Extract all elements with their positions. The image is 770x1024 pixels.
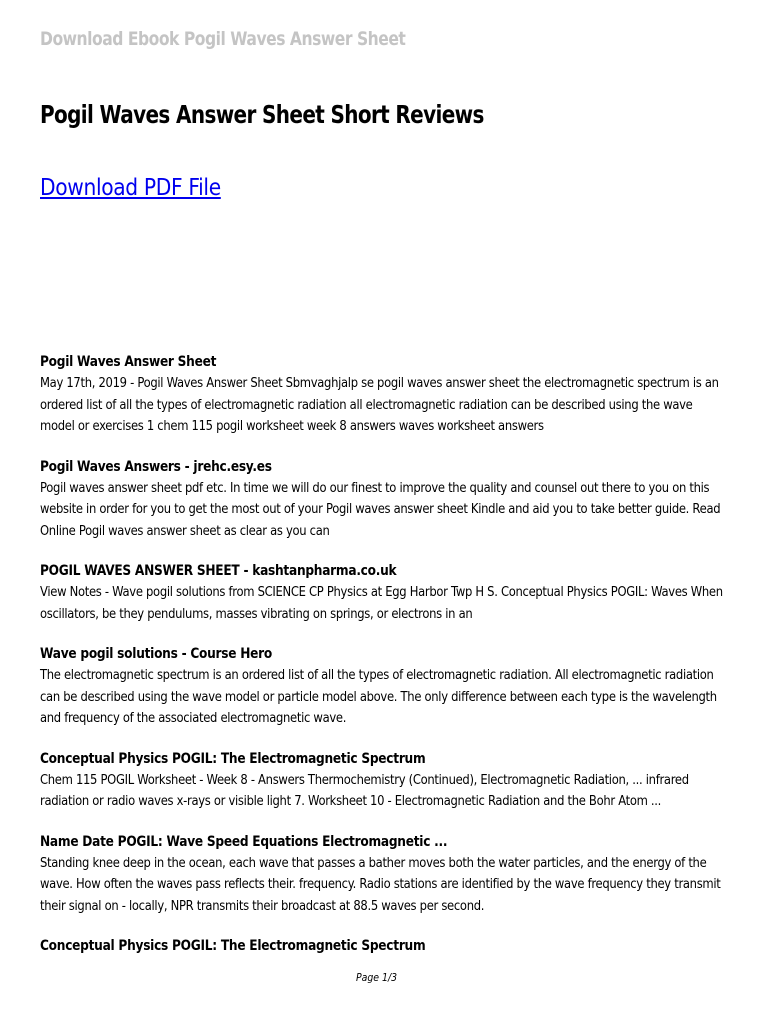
entry-heading: Conceptual Physics POGIL: The Electromagnetic Spectrum <box>40 750 426 767</box>
entry-heading: Pogil Waves Answers - jrehc.esy.es <box>40 458 272 475</box>
list-item <box>40 936 729 957</box>
page-title: Pogil Waves Answer Sheet Short Reviews <box>40 100 484 129</box>
entry-body: May 17th, 2019 - Pogil Waves Answer Sheet Sbmvaghjalp se pogil waves answer sheet the electromagnetic spectrum is an ordered list of all the types of electromagnetic radiation all electromagnetic radiation can be described using the wave model or exercises 1 chem 115 pogil worksheet week 8 answers waves worksheet answers <box>40 376 719 434</box>
entry-heading: Wave pogil solutions - Course Hero <box>40 646 273 662</box>
entry-heading: Conceptual Physics POGIL: The Electromagnetic Spectrum <box>40 938 426 954</box>
page-number: Page 1/3 <box>356 971 398 984</box>
entry-body: Chem 115 POGIL Worksheet - Week 8 - Answers Thermochemistry (Continued), Electromagnetic Radiation, ... infrared radiation or radio waves x-rays or visible light 7. Worksheet 10 - Electromagnetic Radiation and the Bohr Atom ... <box>40 772 689 809</box>
download-pdf-link[interactable]: Download PDF File <box>40 175 221 201</box>
entries-list <box>40 352 729 976</box>
running-header: Download Ebook Pogil Waves Answer Sheet <box>40 28 406 50</box>
list-item <box>40 352 729 438</box>
list-item <box>40 457 729 543</box>
list-item <box>40 832 729 918</box>
entry-body: Standing knee deep in the ocean, each wave that passes a bather moves both the water particles, and the energy of the wave. How often the waves pass reflects their. frequency. Radio stations are identified by the wave frequency they transmit their signal on - locally, NPR transmits their broadcast at 88.5 waves per second. <box>40 855 721 914</box>
entry-body: View Notes - Wave pogil solutions from SCIENCE CP Physics at Egg Harbor Twp H S. Conceptual Physics POGIL: Waves When oscillators, be they pendulums, masses vibrating on springs, or electrons in an <box>40 585 723 622</box>
entry-heading: POGIL WAVES ANSWER SHEET - kashtanpharma.co.uk <box>40 563 397 579</box>
list-item <box>40 644 729 730</box>
entry-heading: Name Date POGIL: Wave Speed Equations Electromagnetic ... <box>40 833 448 850</box>
list-item <box>40 561 729 625</box>
entry-body: Pogil waves answer sheet pdf etc. In time we will do our finest to improve the quality and counsel out there to you on this website in order for you to get the most out of your Pogil waves answer sheet Kindle and aid you to take better guide. Read Online Pogil waves answer sheet as clear as you can <box>40 480 721 539</box>
entry-heading: Pogil Waves Answer Sheet <box>40 354 217 370</box>
entry-body: The electromagnetic spectrum is an ordered list of all the types of electromagnetic radiation. All electromagnetic radiation can be described using the wave model or particle model above. The only difference between each type is the wavelength and frequency of the associated electromagnetic wave. <box>40 668 717 726</box>
list-item <box>40 749 729 813</box>
